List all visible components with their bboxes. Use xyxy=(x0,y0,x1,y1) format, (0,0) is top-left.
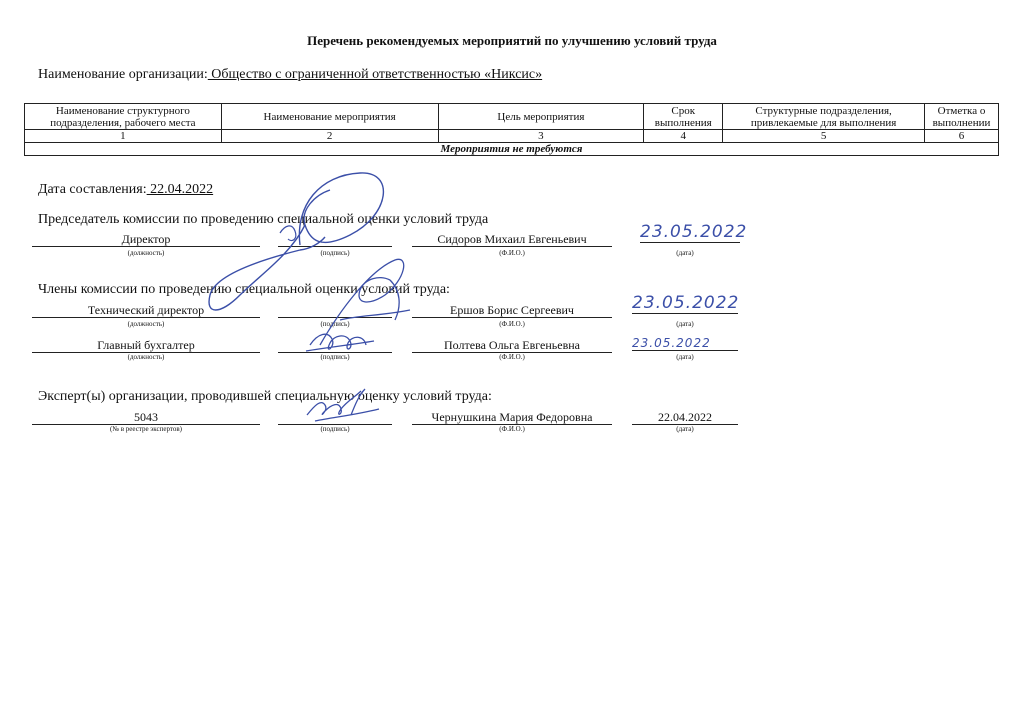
caption-position: (должность) xyxy=(127,320,165,328)
chairman-name: Сидоров Михаил Евгеньевич xyxy=(412,232,612,247)
member-date: 23.05.2022 xyxy=(632,293,740,313)
chairman-heading: Председатель комиссии по проведению специальной оценки условий труда xyxy=(38,212,489,227)
caption-position: (должность) xyxy=(127,249,165,257)
caption-fio: (Ф.И.О.) xyxy=(499,249,525,257)
caption-fio: (Ф.И.О.) xyxy=(499,353,525,361)
caption-date: (дата) xyxy=(676,320,694,328)
organization-line xyxy=(38,67,542,83)
caption-signature: (подпись) xyxy=(320,353,350,361)
chairman-date: 23.05.2022 xyxy=(640,222,748,242)
header-departments: Структурные подразделения, привлекаемые для выполнения xyxy=(723,104,925,130)
caption-registry: (№ в реестре экспертов) xyxy=(109,425,182,433)
col-number: 3 xyxy=(438,130,644,143)
header-goal: Цель мероприятия xyxy=(438,104,644,130)
caption-date: (дата) xyxy=(676,353,694,361)
members-heading: Члены комиссии по проведению специальной оценки условий труда: xyxy=(38,282,450,297)
organization-label: Наименование организации: xyxy=(38,67,208,82)
table-number-row xyxy=(25,130,999,143)
date-value: 22.04.2022 xyxy=(146,182,214,197)
chairman-position: Директор xyxy=(32,232,260,247)
col-number: 5 xyxy=(723,130,925,143)
caption-signature: (подпись) xyxy=(320,249,350,257)
header-measure: Наименование мероприятия xyxy=(221,104,438,130)
caption-fio: (Ф.И.О.) xyxy=(499,425,525,433)
measures-table xyxy=(24,103,999,156)
col-number: 1 xyxy=(25,130,222,143)
date-label: Дата составления: xyxy=(38,182,147,197)
caption-signature: (подпись) xyxy=(320,425,350,433)
member-date: 23.05.2022 xyxy=(632,336,738,351)
caption-signature: (подпись) xyxy=(320,320,350,328)
expert-signature-icon xyxy=(295,385,385,430)
header-mark: Отметка о выполнении xyxy=(924,104,998,130)
col-number: 6 xyxy=(924,130,998,143)
caption-fio: (Ф.И.О.) xyxy=(499,320,525,328)
member-position: Технический директор xyxy=(32,303,260,318)
member-signature-icon xyxy=(300,325,380,360)
experts-heading: Эксперт(ы) организации, проводившей специальную оценку условий труда: xyxy=(38,389,492,404)
caption-date: (дата) xyxy=(676,249,694,257)
page-title: Перечень рекомендуемых мероприятий по улучшению условий труда xyxy=(307,33,717,48)
col-number: 4 xyxy=(644,130,723,143)
member-name: Полтева Ольга Евгеньевна xyxy=(412,338,612,353)
no-measures-message: Мероприятия не требуются xyxy=(25,143,999,156)
organization-name: Общество с ограниченной ответственностью «Никсис» xyxy=(207,67,543,82)
expert-registry-number: 5043 xyxy=(32,410,260,425)
header-unit: Наименование структурного подразделения, рабочего места xyxy=(25,104,222,130)
caption-position: (должность) xyxy=(127,353,165,361)
member-name: Ершов Борис Сергеевич xyxy=(412,303,612,318)
table-header-row xyxy=(25,104,999,130)
expert-name: Чернушкина Мария Федоровна xyxy=(412,410,612,425)
member-position: Главный бухгалтер xyxy=(32,338,260,353)
header-term: Срок выполнения xyxy=(644,104,723,130)
table-message-row xyxy=(25,143,999,156)
compilation-date xyxy=(38,182,213,198)
expert-date: 22.04.2022 xyxy=(632,410,738,425)
col-number: 2 xyxy=(221,130,438,143)
caption-date: (дата) xyxy=(676,425,694,433)
